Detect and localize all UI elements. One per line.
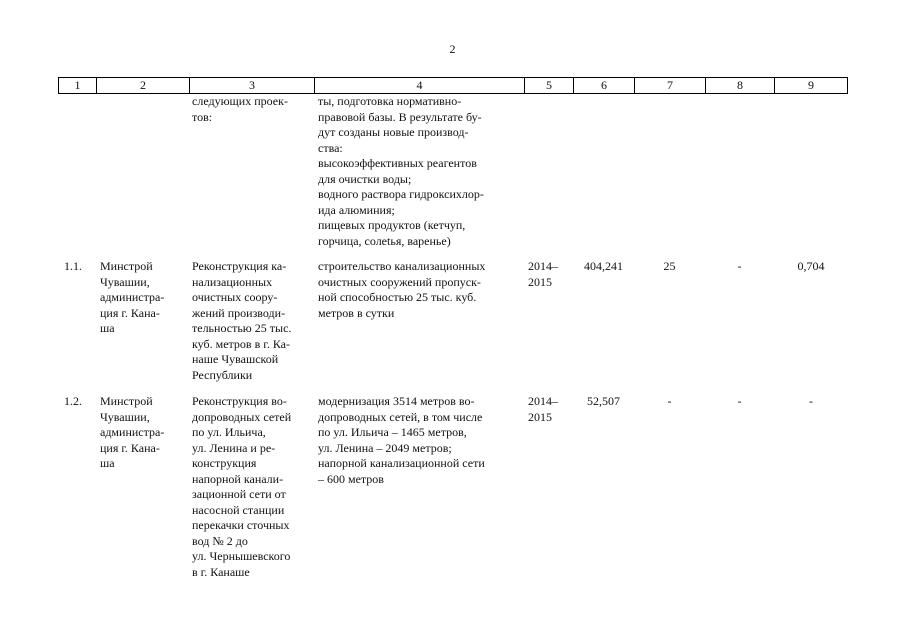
text-line: по ул. Ильича – 1465 метров, xyxy=(318,425,467,439)
header-col-1: 1 xyxy=(58,78,96,93)
text-line: очистных сооружений пропуск- xyxy=(318,274,481,289)
header-col-3: 3 xyxy=(189,78,314,93)
text-line: ул. Чернышевского xyxy=(192,549,291,563)
text-line: наше Чувашской xyxy=(192,352,279,366)
row-value-col9: 0,704 xyxy=(797,259,825,273)
text-line: очистных соору- xyxy=(192,290,278,304)
text-line: Чувашии, xyxy=(100,409,150,424)
text-line: ул. Ленина – 2049 метров; xyxy=(318,440,452,455)
text-line: куб. метров в г. Ка- xyxy=(192,336,290,351)
text-line: 2015 xyxy=(528,409,552,424)
text-line: правовой базы. В результате бу- xyxy=(318,109,482,124)
row-value-col8: - xyxy=(737,394,742,408)
row-number: 1.2. xyxy=(64,394,82,408)
text-line: администра- xyxy=(100,425,165,439)
row-period xyxy=(528,394,568,425)
table-header xyxy=(58,77,848,94)
text-line: ты, подготовка нормативно- xyxy=(318,94,462,108)
row-executor xyxy=(100,259,186,337)
text-line: для очистки воды; xyxy=(318,171,412,186)
header-col-2: 2 xyxy=(96,78,189,93)
text-line: – 600 метров xyxy=(318,471,384,486)
text-line: насосной станции xyxy=(192,502,285,517)
header-col-4: 4 xyxy=(314,78,524,93)
text-line: ида алюминия; xyxy=(318,202,395,217)
text-line: модернизация 3514 метров во- xyxy=(318,394,475,408)
row-result xyxy=(318,394,520,487)
row-value-col8: - xyxy=(737,259,742,273)
text-line: тельностью 25 тыс. xyxy=(192,321,292,335)
row-value-col6: 404,241 xyxy=(584,259,623,273)
row-value-col7: 25 xyxy=(663,259,676,273)
text-line: 2014– xyxy=(528,394,558,408)
text-line: напорной канализационной сети xyxy=(318,456,485,470)
row-value-col9: - xyxy=(809,394,813,408)
text-line: ция г. Кана- xyxy=(100,440,160,455)
text-line: строительство канализационных xyxy=(318,259,486,273)
text-line: тов: xyxy=(192,109,213,124)
row-project xyxy=(192,259,312,383)
row-result xyxy=(318,259,520,321)
text-line: вод № 2 до xyxy=(192,533,248,548)
header-col-8: 8 xyxy=(705,78,774,93)
text-line: конструкция xyxy=(192,456,257,470)
text-line: высокоэффективных реагентов xyxy=(318,156,477,170)
text-line: жений производи- xyxy=(192,305,286,320)
text-line: ул. Ленина и ре- xyxy=(192,440,276,455)
text-line: зационной сети от xyxy=(192,487,286,501)
text-line: Чувашии, xyxy=(100,274,150,289)
text-line: Минстрой xyxy=(100,394,153,408)
text-line: ша xyxy=(100,321,115,335)
text-line: Республики xyxy=(192,367,253,382)
text-line: ция г. Кана- xyxy=(100,305,160,320)
text-line: ной способностью 25 тыс. куб. xyxy=(318,290,477,304)
header-col-5: 5 xyxy=(524,78,573,93)
text-line: ства: xyxy=(318,140,343,155)
text-line: ша xyxy=(100,456,115,470)
text-line: Минстрой xyxy=(100,259,153,273)
text-line: водного раствора гидроксихлор- xyxy=(318,187,484,201)
text-line: перекачки сточных xyxy=(192,518,290,532)
text-line: напорной канали- xyxy=(192,471,284,486)
header-col-7: 7 xyxy=(634,78,705,93)
text-line: нализационных xyxy=(192,274,273,289)
text-line: администра- xyxy=(100,290,165,304)
page-number: 2 xyxy=(449,42,456,56)
text-line: Реконструкция ка- xyxy=(192,259,287,273)
continuation-project xyxy=(192,94,312,125)
text-line: в г. Канаше xyxy=(192,564,250,579)
row-project xyxy=(192,394,312,580)
text-line: допроводных сетей, в том числе xyxy=(318,409,483,424)
text-line: метров в сутки xyxy=(318,305,395,320)
text-line: пищевых продуктов (кетчуп, xyxy=(318,218,466,232)
row-number: 1.1. xyxy=(64,259,82,273)
text-line: горчица, солеtья, варенье) xyxy=(318,233,451,248)
text-line: 2015 xyxy=(528,274,552,289)
row-value-col7: - xyxy=(667,394,672,408)
text-line: дут созданы новые производ- xyxy=(318,125,469,139)
text-line: следующих проек- xyxy=(192,94,288,108)
text-line: по ул. Ильича, xyxy=(192,425,266,439)
row-period xyxy=(528,259,568,290)
row-value-col6: 52,507 xyxy=(587,394,620,408)
continuation-result xyxy=(318,94,520,249)
header-col-6: 6 xyxy=(573,78,634,93)
row-executor xyxy=(100,394,186,472)
text-line: 2014– xyxy=(528,259,558,273)
text-line: Реконструкция во- xyxy=(192,394,287,408)
text-line: допроводных сетей xyxy=(192,409,292,424)
header-col-9: 9 xyxy=(774,78,848,93)
